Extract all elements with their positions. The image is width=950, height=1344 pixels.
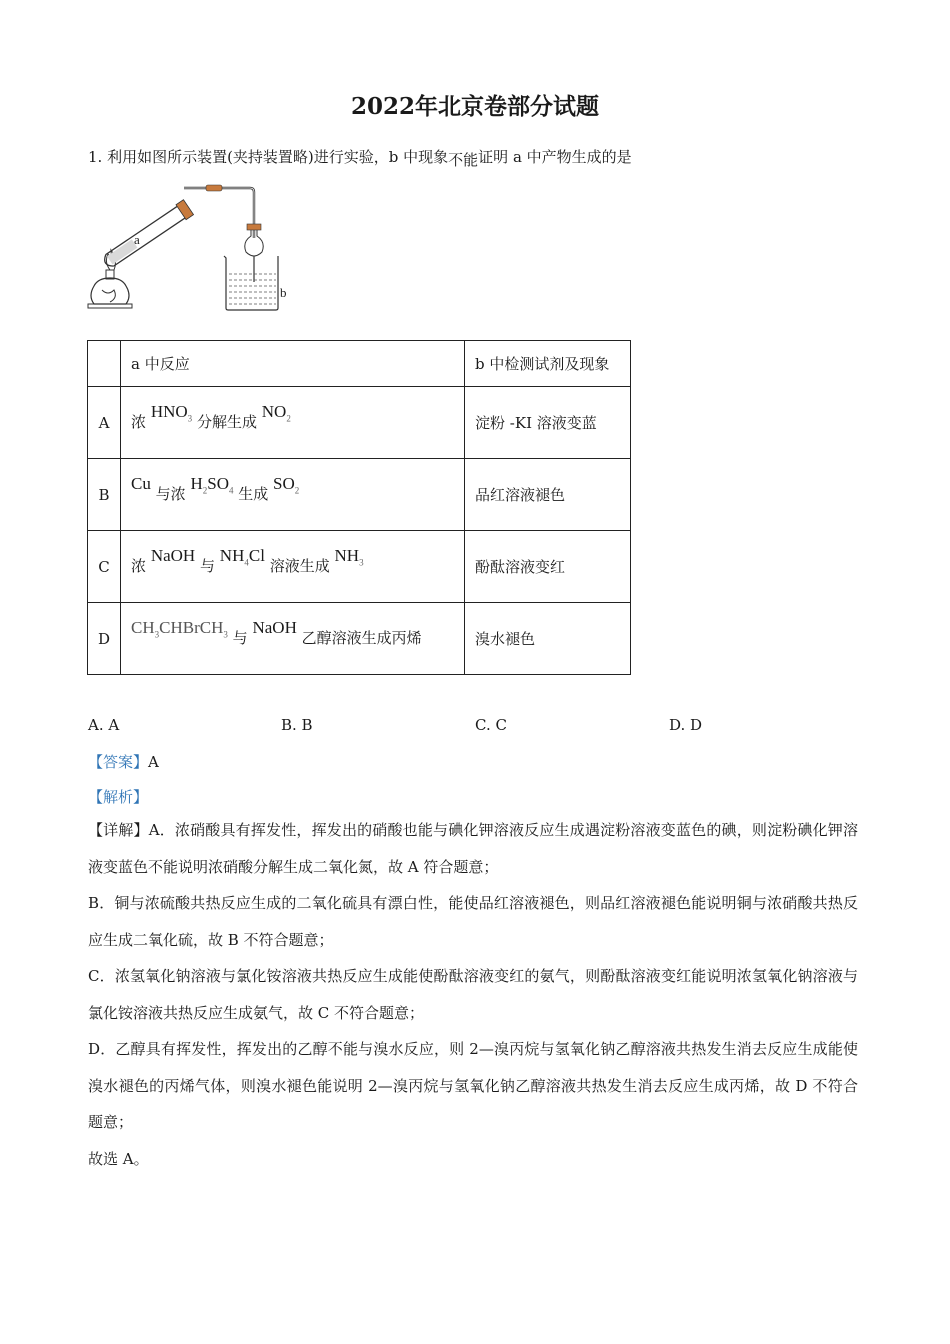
page-title: 2022年北京卷部分试题 [350,93,599,120]
explanation-a: 【详解】A．浓硝酸具有挥发性，挥发出的硝酸也能与碘化钾溶液反应生成遇淀粉溶液变蓝色的碘，则淀粉碘化钾溶液变蓝色不能说明浓硝酸分解生成二氧化氮，故 A 符合题意； [88,821,858,876]
label-b: b [280,285,287,300]
table-header-row [88,341,631,387]
row-reaction: 浓 $HNO_3$ 分解生成 $NO_2$ [121,387,465,459]
row-observation: 品红溶液褪色 [465,459,631,531]
table-row [88,603,631,675]
row-letter: B [88,459,121,531]
row-observation: 溴水褪色 [465,603,631,675]
detail-tag: 【详解】 [88,821,149,839]
choice-a: A. A [88,716,120,734]
explanation-d: D．乙醇具有挥发性，挥发出的乙醇不能与溴水反应，则 2—溴丙烷与氢氧化钠乙醇溶液共热发生消去反应生成能使溴水褪色的丙烯气体，则溴水褪色能说明 2—溴丙烷与氢氧化钠乙醇溶液共热发生消去反应生成丙烯，故 D 不符合题意； [88,1040,858,1131]
row-letter: A [88,387,121,459]
explanation-c: C．浓氢氧化钠溶液与氯化铵溶液共热反应生成能使酚酞溶液变红的氨气，则酚酞溶液变红能说明浓氢氧化钠溶液与氯化铵溶液共热反应生成氨气，故 C 不符合题意； [88,967,858,1022]
row-reaction: $CH_3CHBrCH_3$ 与 NaOH 乙醇溶液生成丙烯 [121,603,465,675]
row-reaction: 浓 NaOH 与 $NH_4Cl$ 溶液生成 $NH_3$ [121,531,465,603]
explanation-b: B．铜与浓硫酸共热反应生成的二氧化硫具有漂白性，能使品红溶液褪色，则品红溶液褪色能说明铜与浓硝酸共热反应生成二氧化硫，故 B 不符合题意； [88,894,858,949]
header-reaction: a 中反应 [121,341,465,387]
row-reaction: Cu 与浓 $H_2SO_4$ 生成 $SO_2$ [121,459,465,531]
row-letter: D [88,603,121,675]
conclusion: 故选 A。 [88,1150,149,1168]
answer-tag: 【答案】 [88,753,149,771]
answer-value: A [148,753,159,771]
question-stem [88,146,632,167]
table-row [88,531,631,603]
question-prefix: 1. 利用如图所示装置(夹持装置略)进行实验，b 中现象 [88,148,449,166]
analysis-line [88,786,148,807]
row-letter: C [88,531,121,603]
question-emphasis: 不能 [448,151,479,169]
analysis-tag: 【解析】 [88,788,149,806]
row-observation: 淀粉 -KI 溶液变蓝 [465,387,631,459]
choice-d: D. D [669,716,703,734]
choice-c: C. C [475,716,507,734]
options-table [87,340,631,675]
header-observation: b 中检测试剂及现象 [465,341,631,387]
choice-b: B. B [281,716,313,734]
label-a: a [134,232,140,247]
header-empty-cell [88,341,121,387]
answer-line [88,751,159,772]
table-row [88,459,631,531]
row-observation: 酚酞溶液变红 [465,531,631,603]
question-suffix: 证明 a 中产物生成的是 [478,148,632,166]
table-row [88,387,631,459]
experiment-apparatus-figure [84,178,304,318]
